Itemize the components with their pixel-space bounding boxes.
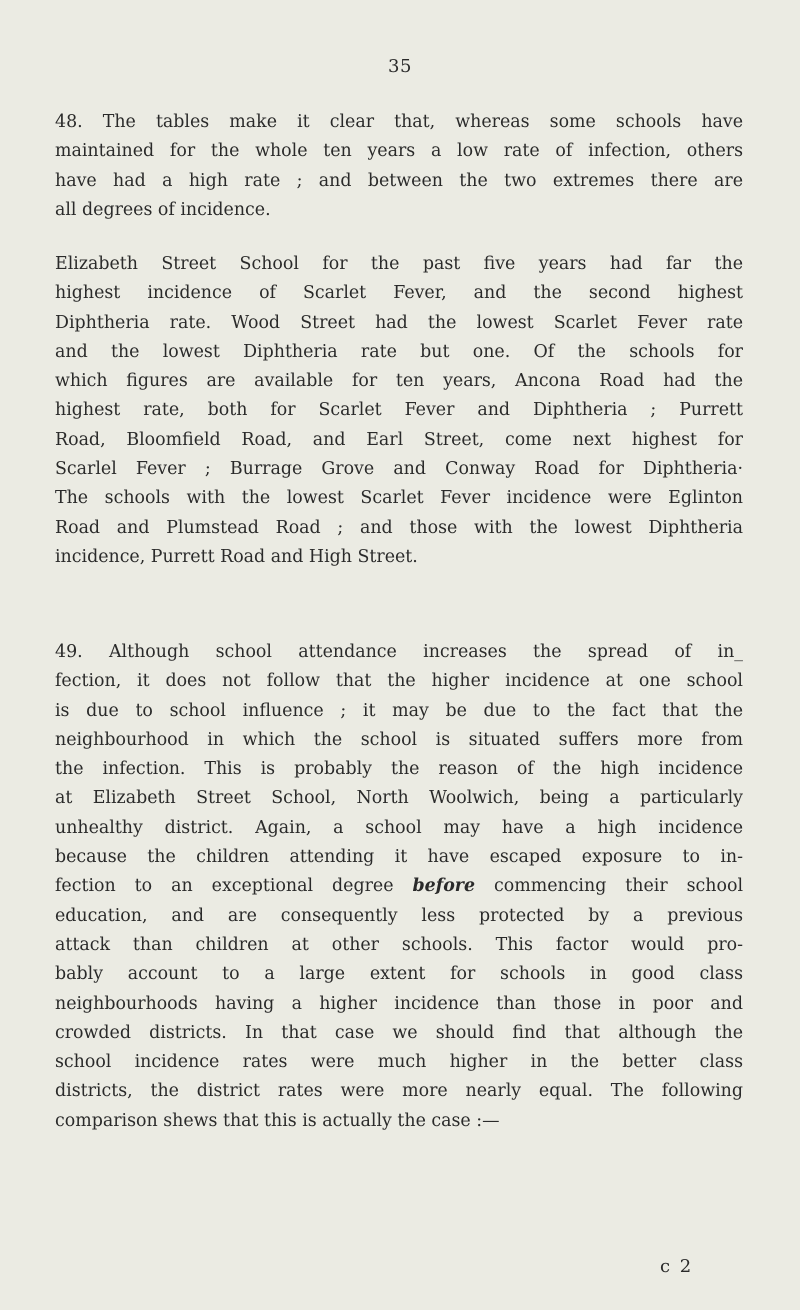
text-line: Elizabeth Street School for the past five years had far the: [55, 254, 743, 274]
text-line: have had a high rate ; and between the two extremes there are: [55, 170, 743, 191]
text-line: maintained for the whole ten years a low rate of infection, others: [55, 141, 743, 162]
text-line: bably account to a large extent for schools in good class: [55, 964, 743, 985]
text-line: highest incidence of Scarlet Fever, and the second highest: [55, 283, 743, 304]
text-line: unhealthy district. Again, a school may have a high incidence: [55, 817, 743, 838]
text-line: The schools with the lowest Scarlet Fever incidence were Eglinton: [55, 488, 743, 509]
text-line: education, and are consequently less protected by a previous: [55, 905, 743, 926]
text-line: is due to school influence ; it may be due to the fact that the: [55, 700, 743, 721]
text-line: highest rate, both for Scarlet Fever and Diphtheria ; Purrett: [55, 400, 743, 421]
text-line: fection, it does not follow that the higher incidence at one school: [55, 671, 743, 692]
text-line: attack than children at other schools. This factor would pro-: [55, 934, 743, 955]
text-line: school incidence rates were much higher in the better class: [55, 1052, 743, 1073]
text-line: 48. The tables make it clear that, whereas some schools have: [55, 112, 743, 132]
text-line: Diphtheria rate. Wood Street had the lowest Scarlet Fever rate: [55, 312, 743, 333]
text-line: 49. Although school attendance increases the spread of in_: [55, 642, 743, 662]
paragraph-48: [55, 108, 743, 225]
text-line-with-emphasis: [55, 872, 743, 901]
text-line: crowded districts. In that case we should find that although the: [55, 1022, 743, 1043]
emphasis-before: before: [412, 876, 476, 897]
text-line: comparison shews that this is actually the case :—: [55, 1110, 500, 1131]
text-line: Road and Plumstead Road ; and those with the lowest Diphtheria: [55, 517, 743, 538]
text-line: neighbourhoods having a higher incidence than those in poor and: [55, 993, 743, 1014]
page-number: 35: [388, 56, 412, 77]
text-line: Road, Bloomfield Road, and Earl Street, come next highest for: [55, 429, 743, 450]
text-line: all degrees of incidence.: [55, 199, 271, 220]
text-line: which figures are available for ten years, Ancona Road had the: [55, 371, 743, 392]
text-line: incidence, Purrett Road and High Street.: [55, 546, 418, 567]
text-line: because the children attending it have escaped exposure to in-: [55, 847, 743, 868]
text-line: Scarlel Fever ; Burrage Grove and Conway Road for Diphtheria·: [55, 459, 743, 480]
text-line: neighbourhood in which the school is situated suffers more from: [55, 729, 743, 750]
paragraph-elizabeth-street: [55, 250, 743, 572]
paragraph-49: [55, 638, 743, 1136]
text-line: at Elizabeth Street School, North Woolwich, being a particularly: [55, 788, 743, 809]
text-line: the infection. This is probably the reason of the high incidence: [55, 759, 743, 780]
text-segment: fection to an exceptional degree: [55, 876, 413, 897]
text-line: and the lowest Diphtheria rate but one. Of the schools for: [55, 341, 743, 362]
text-line: districts, the district rates were more nearly equal. The following: [55, 1081, 743, 1102]
signature-mark: c 2: [660, 1256, 694, 1277]
text-segment: commencing their school: [475, 876, 744, 897]
